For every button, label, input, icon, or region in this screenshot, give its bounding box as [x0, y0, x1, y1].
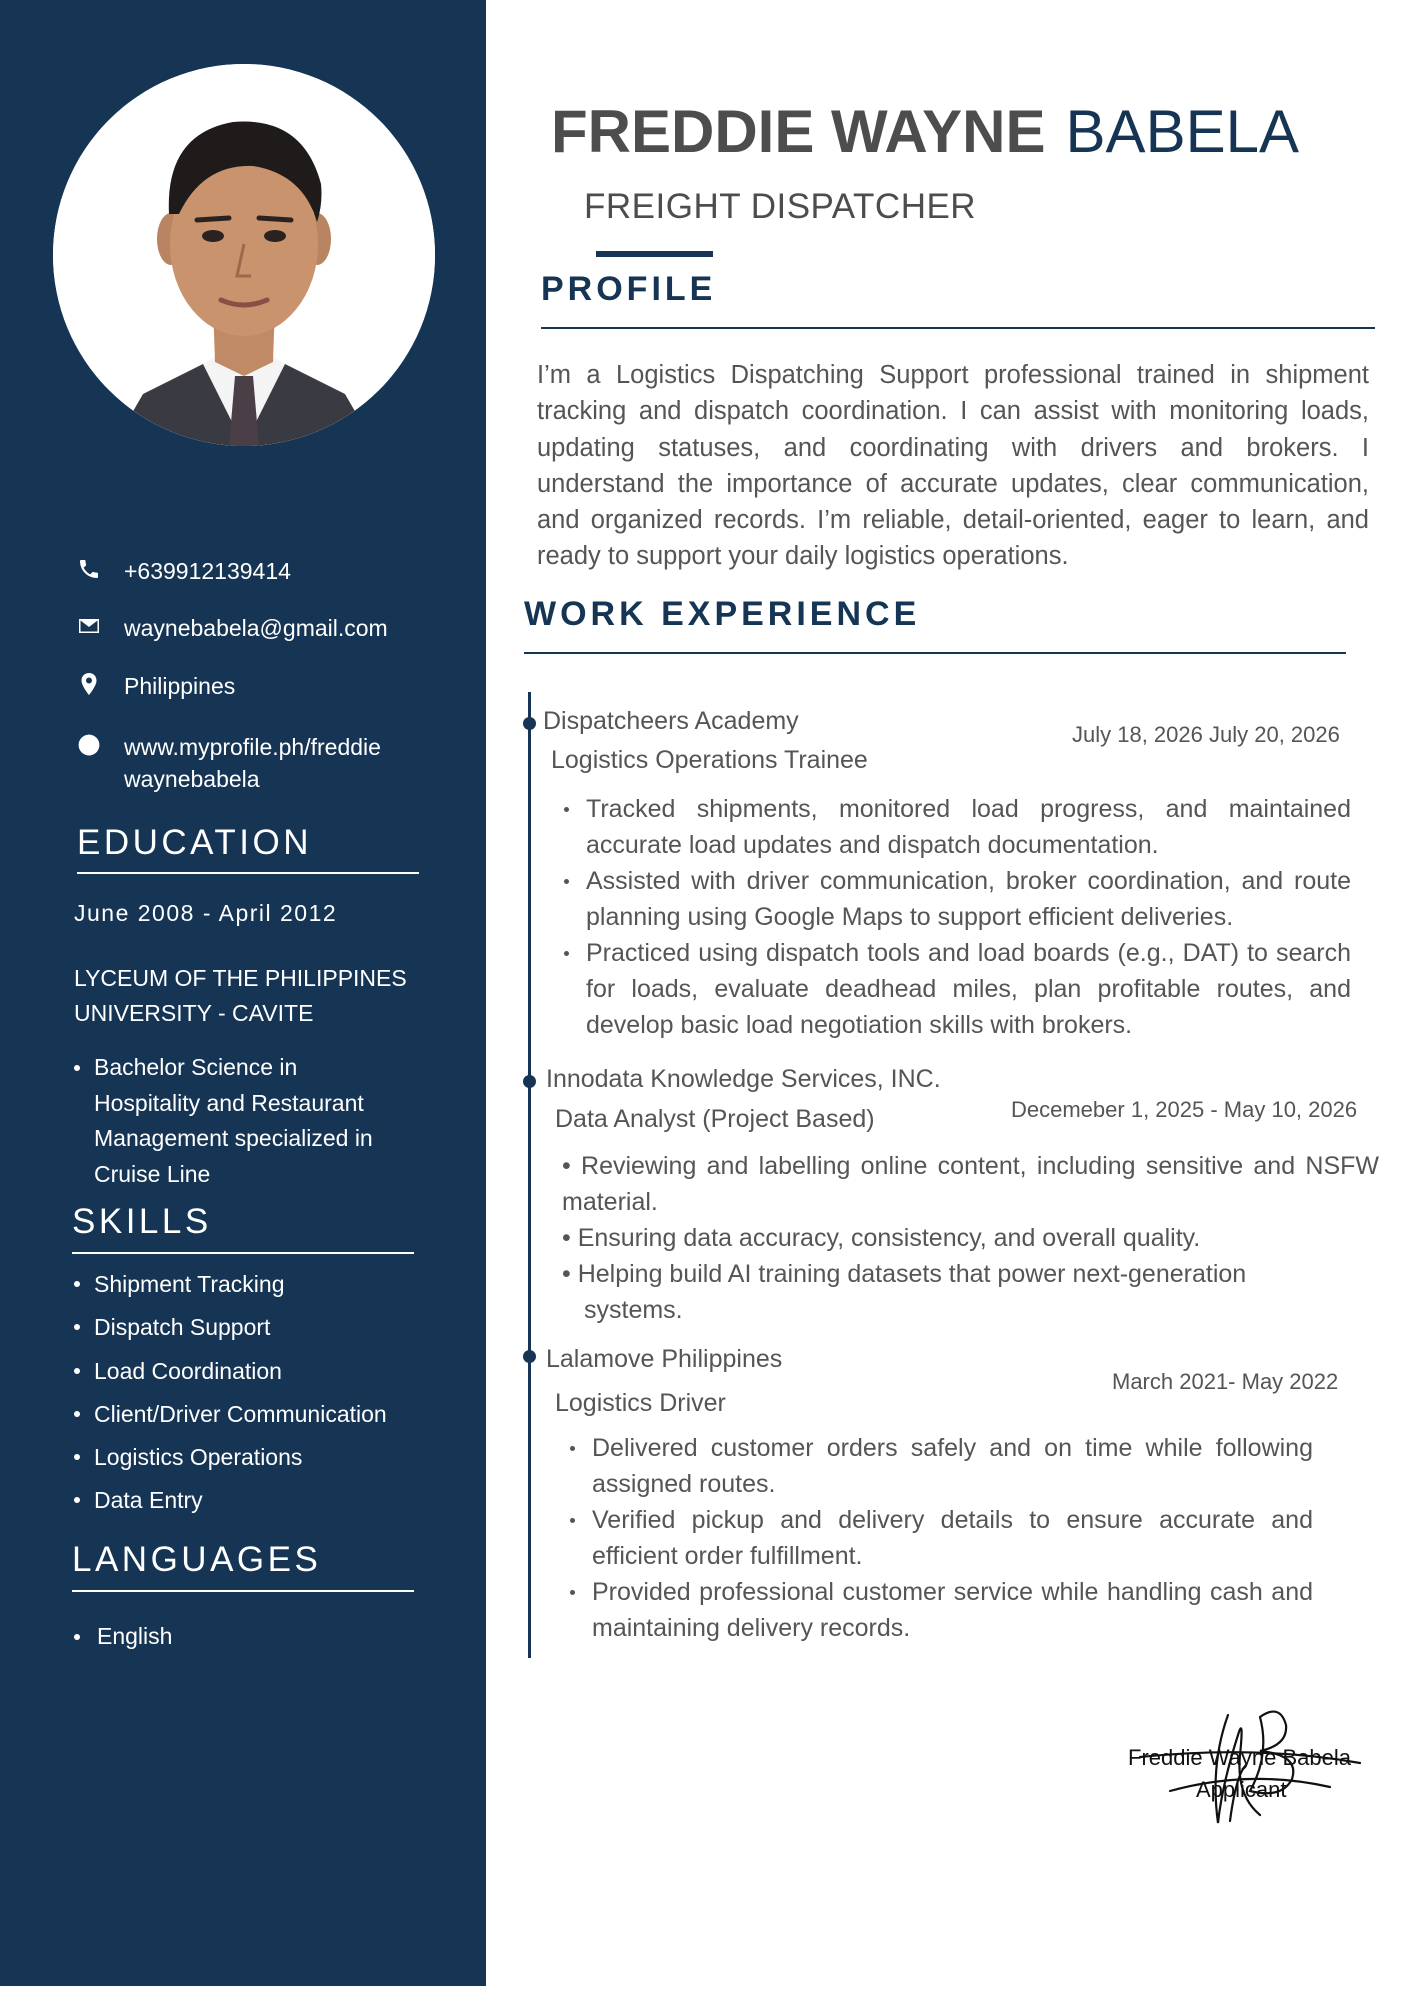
- job-bullet: Provided professional customer service while handling cash and maintaining delivery records.: [570, 1574, 1313, 1646]
- job-bullet: Practiced using dispatch tools and load boards (e.g., DAT) to search for loads, evaluate deadhead miles, plan profitable routes, and develop basic load negotiation skills with brokers.: [564, 935, 1351, 1043]
- school-line-2: UNIVERSITY - CAVITE: [74, 1000, 314, 1026]
- job-lines: [562, 1148, 1379, 1328]
- website-line-2: waynebabela: [124, 766, 260, 792]
- profile-divider: [541, 327, 1375, 329]
- job-dates: July 18, 2026 July 20, 2026: [1072, 722, 1340, 747]
- timeline-dot: [523, 1075, 536, 1088]
- skill-item: Dispatch Support: [74, 1311, 464, 1354]
- skill-item: Shipment Tracking: [74, 1268, 464, 1311]
- education-heading: EDUCATION: [77, 823, 313, 862]
- job-bullets: [564, 791, 1351, 1043]
- languages-list: [74, 1620, 374, 1652]
- education-school: [74, 961, 454, 1031]
- degree-line: Bachelor Science in: [94, 1054, 298, 1080]
- location-text: Philippines: [124, 673, 236, 699]
- job-bullet: Assisted with driver communication, broker coordination, and route planning using Google Maps to support efficient deliveries.: [564, 863, 1351, 935]
- phone-icon: [76, 556, 102, 582]
- phone-number: +639912139414: [124, 558, 291, 584]
- job-line: • Helping build AI training datasets that power next-generation: [562, 1260, 1247, 1288]
- contact-location: [76, 670, 235, 702]
- timeline-dot: [523, 1350, 536, 1363]
- job-bullet: Tracked shipments, monitored load progress, and maintained accurate load updates and dispatch documentation.: [564, 791, 1351, 863]
- education-dates: June 2008 - April 2012: [74, 900, 338, 926]
- degree-item: [74, 1050, 444, 1192]
- map-pin-icon: [76, 671, 102, 697]
- skills-heading: SKILLS: [72, 1202, 212, 1241]
- skill-item: Logistics Operations: [74, 1441, 464, 1484]
- website-url: [124, 731, 381, 795]
- work-experience-heading: WORK EXPERIENCE: [524, 595, 921, 633]
- contact-phone: [76, 555, 291, 587]
- profile-photo: [53, 64, 435, 446]
- job-company: Dispatcheers Academy: [543, 707, 799, 735]
- job-role: Logistics Operations Trainee: [551, 746, 868, 774]
- job-bullet: Verified pickup and delivery details to ensure accurate and efficient order fulfillment.: [570, 1502, 1313, 1574]
- title-accent-bar: [596, 251, 713, 257]
- profile-summary: I’m a Logistics Dispatching Support professional trained in shipment tracking and dispatch coordination. I can assist with monitoring loads, updating statuses, and coordinating with drivers and brokers. I understand the importance of accurate updates, clear communication, and organized records. I’m reliable, detail-oriented, eager to learn, and ready to support your daily logistics operations.: [537, 361, 1369, 571]
- timeline-line: [528, 692, 531, 1658]
- job-bullets: [570, 1430, 1313, 1646]
- skills-list: [74, 1268, 464, 1528]
- profile-photo-illustration: [53, 64, 435, 446]
- skills-divider: [72, 1252, 414, 1254]
- job-company: Lalamove Philippines: [546, 1345, 783, 1373]
- education-divider: [77, 872, 419, 874]
- job-role: Logistics Driver: [555, 1389, 726, 1417]
- skill-item: Client/Driver Communication: [74, 1398, 464, 1441]
- degree-list: [74, 1050, 444, 1192]
- contact-website: [76, 731, 381, 795]
- job-line: • Reviewing and labelling online content, including sensitive and NSFW material.: [562, 1152, 1379, 1216]
- degree-line: Hospitality and Restaurant: [94, 1089, 364, 1116]
- last-name: BABELA: [1065, 98, 1299, 165]
- skill-item: Load Coordination: [74, 1355, 464, 1398]
- website-line-1: www.myprofile.ph/freddie: [124, 734, 381, 760]
- skill-item: Data Entry: [74, 1484, 464, 1527]
- job-line: systems.: [584, 1296, 683, 1324]
- degree-line: Management specialized in: [94, 1125, 373, 1151]
- language-item: English: [74, 1620, 374, 1652]
- job-dates: March 2021- May 2022: [1112, 1369, 1339, 1394]
- profile-heading: PROFILE: [541, 270, 717, 308]
- email-address: waynebabela@gmail.com: [124, 615, 388, 641]
- contact-email: [76, 612, 388, 644]
- signature-name: Freddie Wayne Babela: [1128, 1745, 1351, 1770]
- job-dates: Decemeber 1, 2025 - May 10, 2026: [1011, 1097, 1358, 1122]
- sidebar: [0, 0, 486, 1986]
- signature-role: Applicant: [1196, 1777, 1287, 1802]
- envelope-icon: [76, 613, 102, 639]
- job-bullet: Delivered customer orders safely and on time while following assigned routes.: [570, 1430, 1313, 1502]
- job-line: • Ensuring data accuracy, consistency, and overall quality.: [562, 1224, 1201, 1252]
- globe-icon: [76, 732, 102, 758]
- first-name: FREDDIE WAYNE: [551, 98, 1046, 165]
- timeline-dot: [523, 717, 536, 730]
- job-role: Data Analyst (Project Based): [555, 1105, 875, 1133]
- degree-line: Cruise Line: [94, 1160, 211, 1187]
- school-line-1: LYCEUM OF THE PHILIPPINES: [74, 965, 407, 991]
- full-name: [551, 97, 1299, 167]
- languages-divider: [72, 1590, 414, 1592]
- languages-heading: LANGUAGES: [72, 1540, 322, 1579]
- job-company: Innodata Knowledge Services, INC.: [546, 1065, 941, 1093]
- job-title: FREIGHT DISPATCHER: [584, 187, 977, 226]
- work-experience-divider: [524, 652, 1346, 654]
